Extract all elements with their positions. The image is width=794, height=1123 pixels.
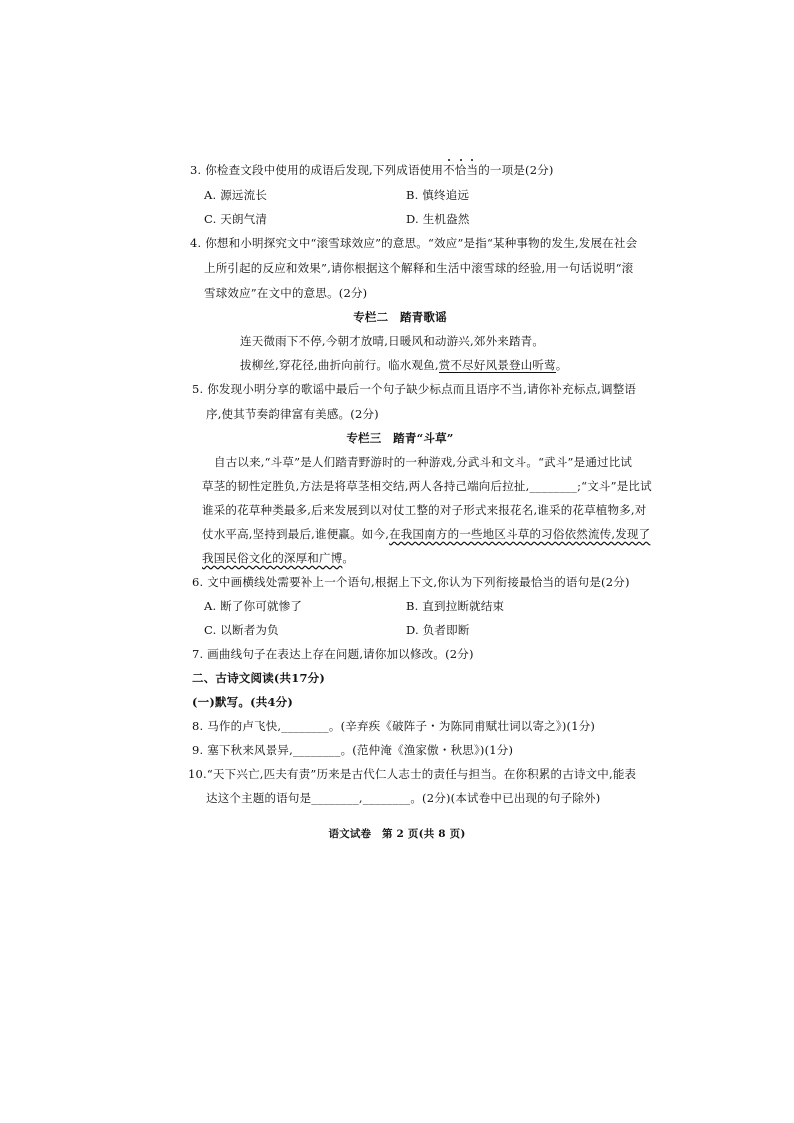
column-two-title: 专栏二 踏青歌谣: [353, 310, 447, 324]
passage-text: 仗水平高,坚持到最后,谁便赢。如今,: [202, 527, 390, 541]
q5-line: 序,使其节奏韵律富有美感。(2分): [206, 407, 379, 421]
q6-option-a: A. 断了你可就惨了: [204, 599, 303, 613]
q3-option-c: C. 天朗气清: [204, 212, 268, 226]
passage-line: [202, 550, 354, 566]
q6-option-d: D. 负者即断: [406, 623, 470, 637]
wavy-underlined-sentence: 我国民俗文化的深厚和广博: [202, 551, 343, 565]
q3-emph-char: 当: [466, 163, 479, 177]
q6-option-b: B. 直到拉断就结束: [406, 599, 505, 613]
q10-line: 10.“天下兴亡,匹夫有责”历来是古代仁人志士的责任与担当。在你积累的古诗文中,能表: [188, 767, 637, 781]
page-footer: 语文试卷 第 2 页(共 8 页): [328, 828, 466, 840]
passage-line: [202, 478, 652, 494]
q4-line: 上所引起的反应和效果”,请你根据这个解释和生活中滚雪球的经验,用一句话说明“滚: [204, 261, 634, 275]
q3-option-b: B. 慎终追远: [406, 188, 470, 202]
q3-option-a: A. 源远流长: [204, 188, 268, 202]
passage-line: [202, 526, 650, 542]
q3-emph-char: 恰: [454, 163, 467, 177]
verse-line: [240, 357, 567, 373]
passage-text: 草茎的韧性定胜负,方法是将草茎相交结,两人各持己端向后拉扯,: [202, 479, 530, 493]
q4-line: 雪球效应”在文中的意思。(2分): [204, 286, 368, 300]
q3-stem-text: 3. 你检查文段中使用的成语后发现,下列成语使用: [190, 163, 444, 177]
verse-underlined: 赏不尽好风景登山听莺: [438, 358, 556, 372]
q9-stem: 9. 塞下秋来风景异,________。(范仲淹《渔家傲・秋思》)(1分): [192, 743, 514, 757]
verse-text: 拔柳丝,穿花径,曲折向前行。临水观鱼,: [240, 358, 439, 372]
verse-text: 。: [555, 358, 568, 372]
passage-text: ;“文斗”是比试: [577, 479, 652, 493]
section-two-title: 二、古诗文阅读(共17分): [192, 671, 325, 685]
q8-stem: 8. 马作的卢飞快,________。(辛弃疾《破阵子・为陈同甫赋壮词以寄之》)(1分): [192, 719, 596, 733]
passage-line: 谁采的花草种类最多,后来发展到以对仗工整的对子形式来报花名,谁采的花草植物多,对: [202, 503, 647, 517]
q5-line: 5. 你发现小明分享的歌谣中最后一个句子缺少标点而且语序不当,请你补充标点,调整语: [192, 382, 637, 396]
answer-blank: ________: [529, 479, 578, 493]
q3-stem-text: 的一项是(2分): [478, 163, 554, 177]
wavy-underlined-sentence: 在我国南方的一些地区斗草的习俗依然流传,发现了: [389, 527, 651, 541]
q3-emph-char: 不: [443, 163, 455, 177]
q6-stem: 6. 文中画横线处需要补上一个语句,根据上下文,你认为下列衔接最恰当的语句是(2分): [192, 575, 630, 589]
q3-stem: [190, 162, 554, 178]
q6-option-c: C. 以断者为负: [204, 623, 279, 637]
q7-stem: 7. 画曲线句子在表达上存在问题,请你加以修改。(2分): [192, 647, 474, 661]
subsection-title: (一)默写。(共4分): [192, 695, 293, 709]
column-three-title: 专栏三 踏青“斗草”: [346, 431, 454, 445]
passage-line: 自古以来,“斗草”是人们踏青野游时的一种游戏,分武斗和文斗。“武斗”是通过比试: [214, 455, 633, 469]
q10-line: 达这个主题的语句是________,________。(2分)(本试卷中已出现的句子除外): [206, 791, 601, 805]
q3-option-d: D. 生机盎然: [406, 212, 470, 226]
passage-text: 。: [342, 551, 355, 565]
q4-line: 4. 你想和小明探究文中“滚雪球效应”的意思。“效应”是指“某种事物的发生,发展在社会: [190, 236, 638, 250]
verse-line: 连天微雨下不停,今朝才放晴,日暖风和动游兴,郊外来踏青。: [240, 334, 545, 348]
